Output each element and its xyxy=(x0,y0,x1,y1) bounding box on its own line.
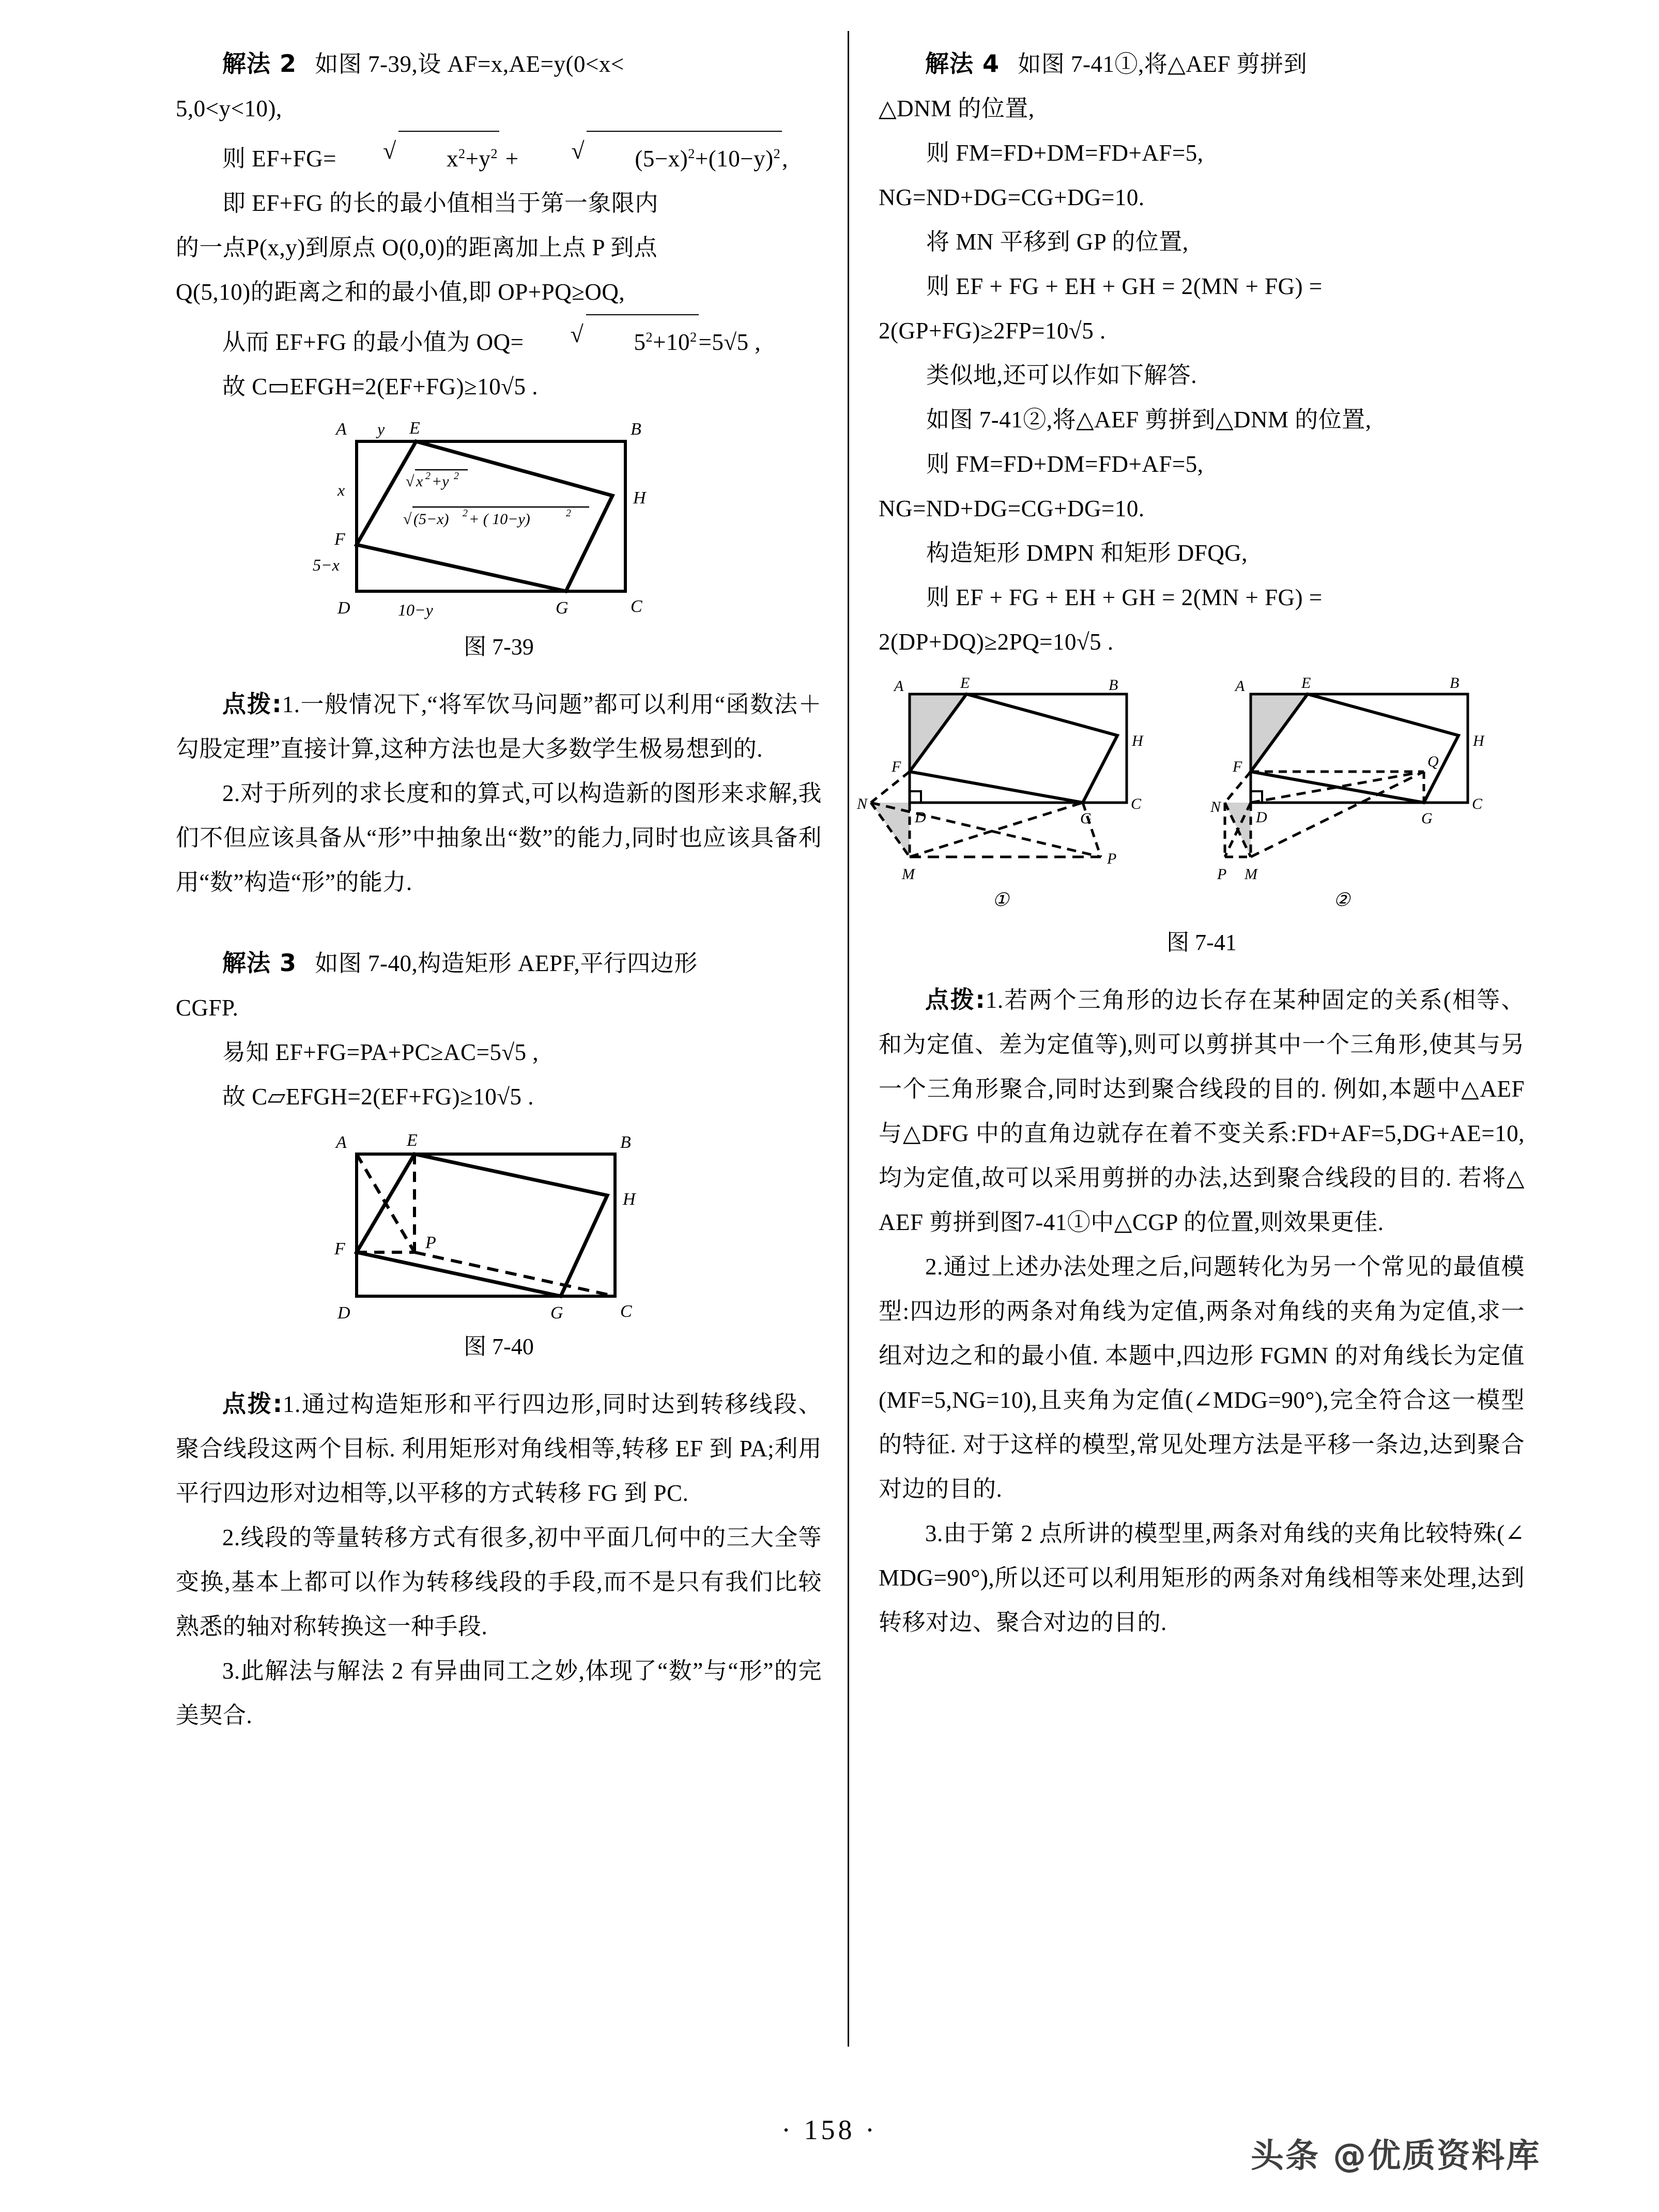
solution4-line3: 则 FM=FD+DM=FD+AF=5, xyxy=(926,140,1204,166)
svg-text:H: H xyxy=(633,488,646,508)
figure-7-41 xyxy=(857,673,1525,957)
figure-7-39-caption: 图 7-39 xyxy=(464,634,534,659)
figure-7-40-caption: 图 7-40 xyxy=(464,1334,534,1359)
svg-text:M: M xyxy=(902,866,915,883)
svg-text:2: 2 xyxy=(566,508,571,519)
solution2-line6: Q(5,10)的距离之和的最小值,即 OP+PQ≥OQ, xyxy=(176,279,625,305)
radical-1: √ $x^2+y^2$ xyxy=(336,131,499,181)
solution4-line9: 如图 7-41②,将△AEF 剪拼到△DNM 的位置, xyxy=(926,407,1372,433)
svg-text:D: D xyxy=(1256,809,1267,826)
svg-text:N: N xyxy=(1210,798,1221,816)
svg-text:√: √ xyxy=(403,511,412,528)
svg-text:B: B xyxy=(1109,677,1118,694)
note2-label: 点拨: xyxy=(222,1390,283,1418)
note3-item1 xyxy=(879,977,1525,1245)
figure-7-41-sub2 xyxy=(1210,674,1485,910)
note2-item1 xyxy=(176,1381,822,1515)
solution2-line3-suffix: , xyxy=(782,146,788,172)
svg-text:P: P xyxy=(1217,866,1227,883)
svg-text:C: C xyxy=(1472,795,1483,812)
svg-text:M: M xyxy=(1245,866,1257,883)
page-number: · 158 · xyxy=(781,2114,878,2145)
solution3-text1: 如图 7-40,构造矩形 AEPF,平行四边形 xyxy=(315,950,698,976)
solution4-text1: 如图 7-41①,将△AEF 剪拼到 xyxy=(1018,51,1308,77)
figure-7-40-svg xyxy=(308,1128,690,1325)
svg-text:B: B xyxy=(631,420,641,439)
solution4-line14: 2(DP+DQ)≥2PQ=10√5 . xyxy=(879,629,1114,655)
solution4-line2: △DNM 的位置, xyxy=(879,96,1035,121)
solution2-line5: 的一点P(x,y)到原点 O(0,0)的距离加上点 P 到点 xyxy=(176,235,658,260)
svg-text:+ ( 10−y): + ( 10−y) xyxy=(469,511,530,528)
radical-3: √ $5^2+10^2$ xyxy=(524,314,699,364)
svg-text:10−y: 10−y xyxy=(398,601,433,619)
svg-text:B: B xyxy=(1450,674,1460,692)
right-column xyxy=(857,41,1525,1645)
svg-text:C: C xyxy=(631,597,642,616)
svg-text:A: A xyxy=(336,1133,347,1152)
figure-7-40 xyxy=(176,1128,822,1361)
left-column xyxy=(176,41,822,1738)
svg-text:C: C xyxy=(620,1302,632,1321)
svg-text:2: 2 xyxy=(425,470,431,482)
note3-label: 点拨: xyxy=(925,986,986,1013)
svg-text:P: P xyxy=(1107,850,1117,867)
note1-label: 点拨: xyxy=(222,690,282,718)
svg-text:H: H xyxy=(1473,732,1484,749)
svg-text:F: F xyxy=(1233,758,1242,775)
radical-2: √ $(5-x)^2+(10-y)^2$ xyxy=(525,131,782,181)
svg-text:Q: Q xyxy=(1427,753,1439,770)
note2-item3: 3.此解法与解法 2 有异曲同工之妙,体现了“数”与“形”的完美契合. xyxy=(176,1658,822,1728)
svg-text:②: ② xyxy=(1333,889,1350,910)
figure-7-41-sub1 xyxy=(856,674,1144,910)
svg-text:E: E xyxy=(960,674,970,692)
figure-7-39 xyxy=(176,418,822,661)
svg-text:B: B xyxy=(620,1133,631,1152)
svg-text:D: D xyxy=(337,1303,350,1323)
note3-item3: 3.由于第 2 点所讲的模型里,两条对角线的夹角比较特殊(∠MDG=90°),所以还可以利用矩形的两条对角线相等来处理,达到转移对边、聚合对边的目的. xyxy=(879,1520,1525,1635)
solution2-line2: 5,0<y<10), xyxy=(176,96,282,121)
solution4-label: 解法 4 xyxy=(925,50,1000,78)
svg-text:G: G xyxy=(1421,810,1433,827)
figure-7-39-svg xyxy=(308,418,690,625)
solution2-line1 xyxy=(176,41,822,86)
svg-text:x: x xyxy=(416,473,423,490)
solution2-line7-suffix: =5√5 , xyxy=(698,329,761,355)
note1-item1 xyxy=(176,682,822,771)
svg-text:A: A xyxy=(336,420,347,439)
solution4-line7: 2(GP+FG)≥2FP=10√5 . xyxy=(879,318,1106,344)
svg-text:①: ① xyxy=(992,889,1009,910)
solution4-line13: 则 EF + FG + EH + GH = 2(MN + FG) = xyxy=(926,585,1323,610)
note2-item1-text: 1.通过构造矩形和平行四边形,同时达到转移线段、聚合线段这两个目标. 利用矩形对角线相等,转移 EF 到 PA;利用平行四边形对边相等,以平移的方式转移 FG 到 PC. xyxy=(176,1391,822,1506)
svg-text:D: D xyxy=(915,809,926,826)
svg-text:2: 2 xyxy=(463,508,468,519)
solution3-label: 解法 3 xyxy=(222,949,297,977)
solution4-line11: NG=ND+DG=CG+DG=10. xyxy=(879,496,1145,521)
note3-item1-text: 1.若两个三角形的边长存在某种固定的关系(相等、和为定值、差为定值等),则可以剪拼其中一个三角形,使其与另一个三角形聚合,同时达到聚合线段的目的. 例如,本题中△AEF 与△DFG 中的直角边就存在着不变关系:FD+AF=5,DG+AE=10,均为定值,故可以采用剪拼的办法,达到聚合线段的目的. 若将△AEF 剪拼到图7-41①中△CGP 的位置,则效果更佳. xyxy=(879,987,1525,1235)
figure-7-41-caption: 图 7-41 xyxy=(1166,930,1237,955)
solution4-line1 xyxy=(879,41,1525,86)
note1-item2: 2.对于所列的求长度和的算式,可以构造新的图形来求解,我们不但应该具备从“形”中抽象出“数”的能力,同时也应该具备利用“数”构造“形”的能力. xyxy=(176,780,822,895)
figure-7-41-svg xyxy=(857,673,1530,916)
svg-text:F: F xyxy=(334,530,345,549)
svg-text:y: y xyxy=(377,420,385,438)
watermark: 头条 @优质资料库 xyxy=(1251,2137,1541,2175)
solution2-line3-prefix: 则 EF+FG= xyxy=(222,146,337,172)
solution2-line7-prefix: 从而 EF+FG 的最小值为 OQ= xyxy=(222,329,524,355)
svg-text:F: F xyxy=(892,758,901,775)
svg-text:G: G xyxy=(1080,810,1092,827)
svg-text:(5−x): (5−x) xyxy=(413,511,449,528)
svg-text:x: x xyxy=(337,481,345,499)
svg-text:G: G xyxy=(556,598,569,618)
svg-text:E: E xyxy=(407,1131,418,1150)
solution3-line4: 故 C▱EFGH=2(EF+FG)≥10√5 . xyxy=(222,1084,534,1110)
solution3-line3: 易知 EF+FG=PA+PC≥AC=5√5 , xyxy=(222,1039,539,1065)
note3-item2: 2.通过上述办法处理之后,问题转化为另一个常见的最值模型:四边形的两条对角线为定值,两条对角线的夹角为定值,求一组对边之和的最小值. 本题中,四边形 FGMN 的对角线长为定值(MF=5,NG=10),且夹角为定值(∠MDG=90°),完全符合这一模型的特征. 对于这样的模型,常见处理方法是平移一条边,达到聚合对边的目的. xyxy=(879,1254,1525,1502)
note2-item2: 2.线段的等量转移方式有很多,初中平面几何中的三大全等变换,基本上都可以作为转移线段的手段,而不是只有我们比较熟悉的轴对称转换这一种手段. xyxy=(176,1525,822,1639)
solution2-line8: 故 C▭EFGH=2(EF+FG)≥10√5 . xyxy=(222,374,538,400)
solution4-line5: 将 MN 平移到 GP 的位置, xyxy=(926,229,1189,255)
solution4-line10: 则 FM=FD+DM=FD+AF=5, xyxy=(926,451,1204,477)
column-divider xyxy=(848,31,849,2047)
solution2-line3 xyxy=(176,131,822,181)
svg-text:E: E xyxy=(409,419,420,438)
svg-text:N: N xyxy=(857,795,868,812)
solution2-label: 解法 2 xyxy=(222,50,297,78)
svg-text:2: 2 xyxy=(454,470,459,482)
svg-text:+y: +y xyxy=(432,473,449,490)
svg-text:H: H xyxy=(1132,732,1143,749)
svg-text:5−x: 5−x xyxy=(313,556,340,574)
solution4-line6: 则 EF + FG + EH + GH = 2(MN + FG) = xyxy=(926,273,1323,299)
svg-text:D: D xyxy=(337,598,350,618)
svg-text:E: E xyxy=(1301,674,1311,692)
solution3-line2: CGFP. xyxy=(176,995,239,1021)
svg-text:A: A xyxy=(1235,678,1245,695)
svg-text:F: F xyxy=(334,1239,345,1258)
svg-text:C: C xyxy=(1131,795,1142,812)
solution2-line4: 即 EF+FG 的长的最小值相当于第一象限内 xyxy=(222,190,658,216)
svg-text:√: √ xyxy=(406,473,414,490)
solution4-line8: 类似地,还可以作如下解答. xyxy=(926,362,1197,388)
svg-text:P: P xyxy=(425,1233,436,1252)
solution4-line4: NG=ND+DG=CG+DG=10. xyxy=(879,185,1145,210)
solution2-line3-mid: + xyxy=(505,146,519,172)
solution4-line12: 构造矩形 DMPN 和矩形 DFQG, xyxy=(926,540,1248,566)
svg-text:G: G xyxy=(550,1303,563,1323)
svg-text:A: A xyxy=(894,678,904,695)
solution2-text1: 如图 7-39,设 AF=x,AE=y(0<x< xyxy=(315,51,624,77)
solution2-line7 xyxy=(176,314,822,364)
svg-text:H: H xyxy=(623,1190,636,1209)
solution3-line1 xyxy=(176,941,822,986)
note1-item1-text: 1.一般情况下,“将军饮马问题”都可以利用“函数法＋勾股定理”直接计算,这种方法也是大多数学生极易想到的. xyxy=(176,692,822,762)
